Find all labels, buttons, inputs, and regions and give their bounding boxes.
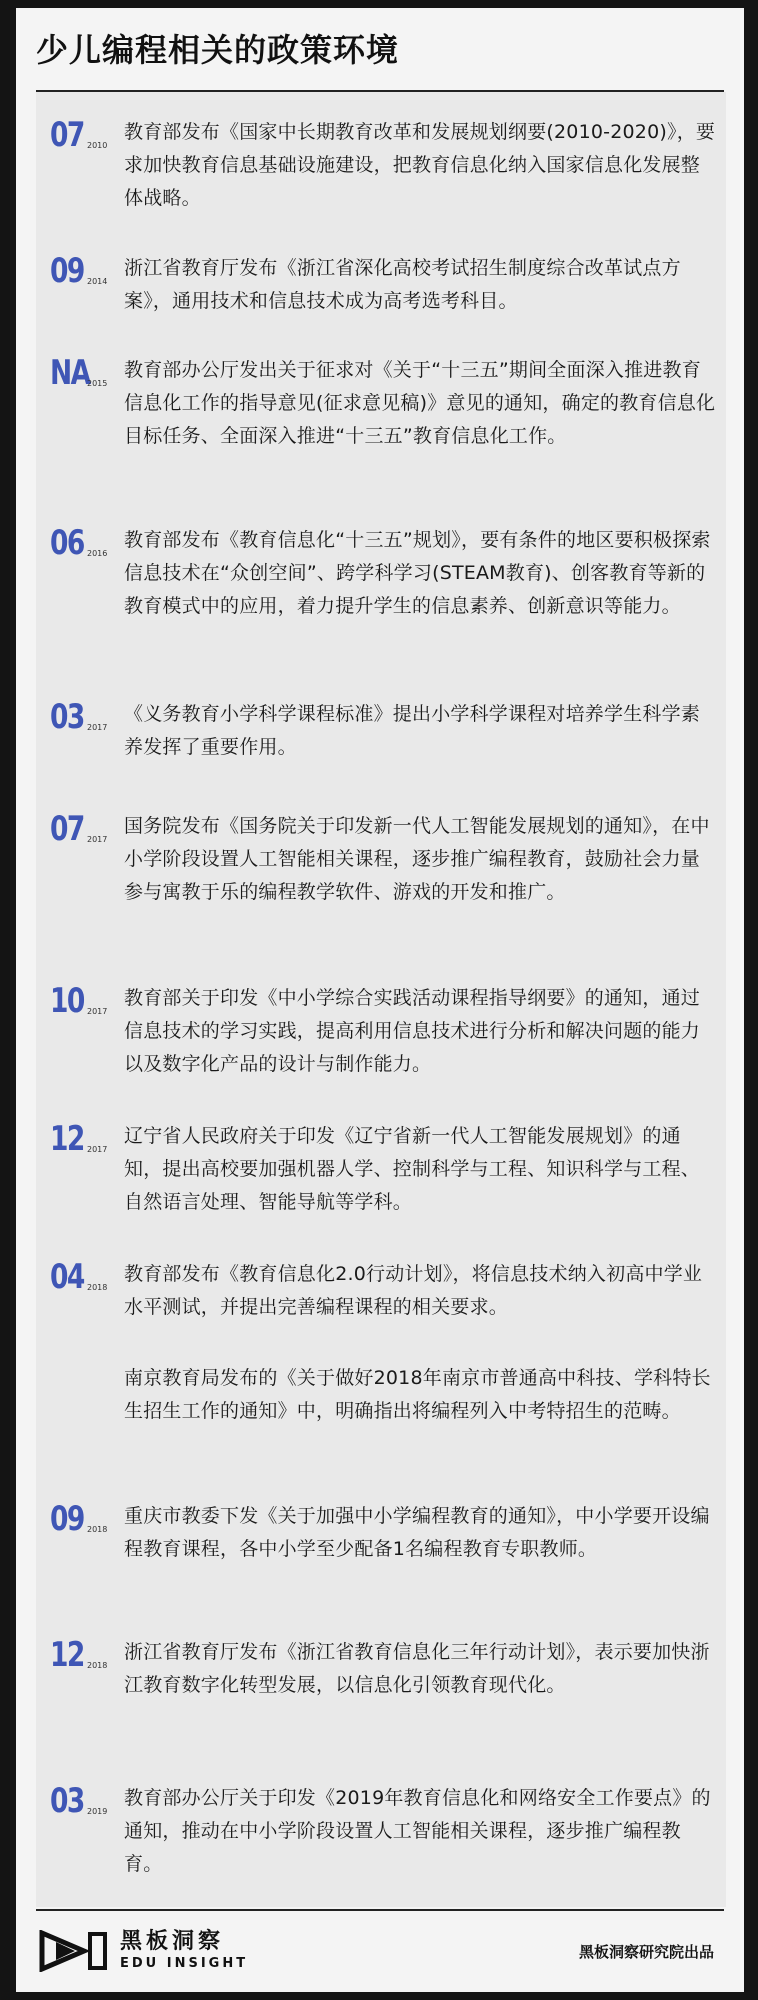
entry-date [50,698,112,740]
entry-year: 2017 [87,1007,108,1016]
entry-month: 09 [50,251,84,291]
entry-text: 南京教育局发布的《关于做好2018年南京市普通高中科技、学科特长生招生工作的通知》中，明确指出将编程列入中考特招生的范畴。 [124,1367,711,1422]
entry-date [50,1636,112,1678]
entry-text: 国务院发布《国务院关于印发新一代人工智能发展规划的通知》，在中小学阶段设置人工智能相关课程，逐步推广编程教育，鼓励社会力量参与寓教于乐的编程教学软件、游戏的开发和推广。 [124,815,710,903]
entry-month: 09 [50,1499,84,1539]
entry-text: 重庆市教委下发《关于加强中小学编程教育的通知》，中小学要开设编程教育课程，各中小学至少配备1名编程教育专职教师。 [124,1505,710,1560]
publisher-credit: 黑板洞察研究院出品 [578,1943,714,1961]
entry-date [50,252,112,294]
brand-name-english: EDU INSIGHT [120,1956,249,1971]
entry-text: 教育部关于印发《中小学综合实践活动课程指导纲要》的通知，通过信息技术的学习实践，提高利用信息技术进行分析和解决问题的能力以及数字化产品的设计与制作能力。 [124,987,701,1075]
brand-name: 黑板洞察 [120,1929,225,1954]
footer [36,1924,726,1980]
entry-date [50,1500,112,1542]
infographic-card [16,8,744,1992]
entry-month: 10 [50,981,84,1021]
entry-year: 2017 [87,723,108,732]
entry-month: 12 [50,1635,84,1675]
entry-date [50,1120,112,1162]
entry-text: 浙江省教育厅发布《浙江省深化高校考试招生制度综合改革试点方案》，通用技术和信息技术成为高考选考科目。 [124,257,681,312]
entry-year: 2018 [87,1525,108,1534]
entry-text: 辽宁省人民政府关于印发《辽宁省新一代人工智能发展规划》的通知，提出高校要加强机器人学、控制科学与工程、知识科学与工程、自然语言处理、智能导航等学科。 [124,1125,701,1213]
triangle-play-icon [36,1930,110,1972]
entry-year: 2015 [87,379,108,388]
footer-divider [36,1909,724,1911]
policy-timeline [36,92,726,1907]
entry-month: 04 [50,1257,84,1297]
entry-text: 教育部发布《教育信息化“十三五”规划》，要有条件的地区要积极探索信息技术在“众创空间”、跨学科学习(STEAM教育)、创客教育等新的教育模式中的应用，着力提升学生的信息素养、创新意识等能力。 [124,529,711,617]
entry-text: 教育部办公厅发出关于征求对《关于“十三五”期间全面深入推进教育信息化工作的指导意见(征求意见稿)》意见的通知，确定的教育信息化目标任务、全面深入推进“十三五”教育信息化工作。 [124,359,716,447]
entry-year: 2018 [87,1661,108,1670]
entry-date [50,982,112,1024]
entry-date [50,1258,112,1300]
entry-year: 2017 [87,1145,108,1154]
entry-date [50,116,112,158]
entry-date [50,1782,112,1824]
entry-month: 07 [50,809,84,849]
entry-year: 2010 [87,141,108,150]
entry-year: 2016 [87,549,108,558]
entry-text: 《义务教育小学科学课程标准》提出小学科学课程对培养学生科学素养发挥了重要作用。 [124,703,701,758]
entry-text: 教育部办公厅关于印发《2019年教育信息化和网络安全工作要点》的通知，推动在中小学阶段设置人工智能相关课程，逐步推广编程教育。 [124,1787,711,1875]
entry-date [50,354,112,396]
entry-month: 06 [50,523,84,563]
entry-month: NA [50,353,90,393]
entry-year: 2019 [87,1807,108,1816]
entry-month: 12 [50,1119,84,1159]
entry-year: 2017 [87,835,108,844]
entry-month: 07 [50,115,84,155]
entry-date [50,524,112,566]
entry-year: 2018 [87,1283,108,1292]
entry-month: 03 [50,697,84,737]
entry-text: 教育部发布《国家中长期教育改革和发展规划纲要(2010-2020)》，要求加快教育信息基础设施建设，把教育信息化纳入国家信息化发展整体战略。 [124,121,716,209]
entry-month: 03 [50,1781,84,1821]
entry-text: 浙江省教育厅发布《浙江省教育信息化三年行动计划》，表示要加快浙江教育数字化转型发展，以信息化引领教育现代化。 [124,1641,710,1696]
entry-date [50,810,112,852]
entry-text: 教育部发布《教育信息化2.0行动计划》，将信息技术纳入初高中学业水平测试，并提出完善编程课程的相关要求。 [124,1263,703,1318]
page-title: 少儿编程相关的政策环境 [36,31,400,69]
entry-year: 2014 [87,277,108,286]
